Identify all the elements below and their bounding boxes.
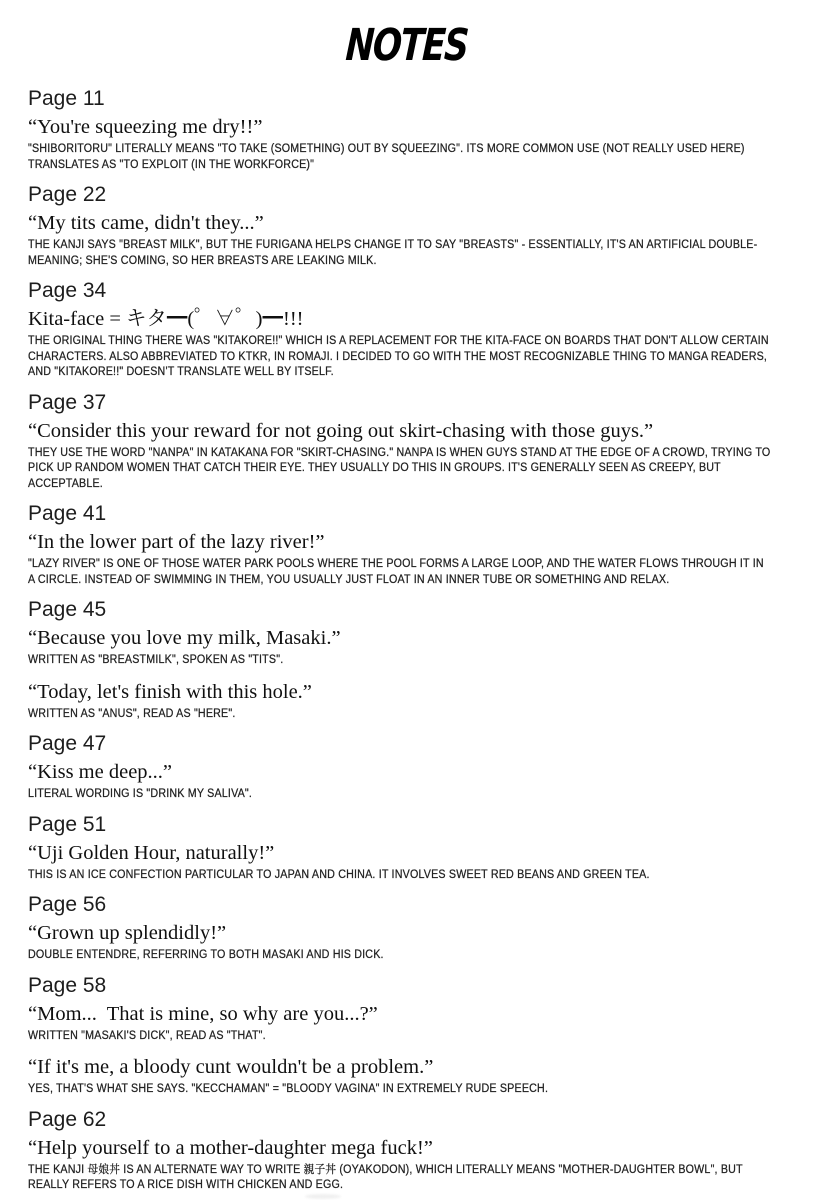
notes-section [28,278,787,381]
translation-note: THIS IS AN ICE CONFECTION PARTICULAR TO JAPAN AND CHINA. IT INVOLVES SWEET RED BEANS AND GREEN TEA. [28,868,650,881]
quote-line: “Help yourself to a mother-daughter mega fuck!” [28,1136,433,1159]
page-heading: Page 45 [28,598,107,621]
notes-section [28,501,787,588]
note-entry [28,625,787,669]
section-entries [28,1135,787,1194]
notes-section [28,597,787,722]
quote-line: “If it's me, a bloody cunt wouldn't be a problem.” [28,1056,434,1078]
note-entry [28,1135,787,1194]
translation-note: "SHIBORITORU" LITERALLY MEANS "TO TAKE (SOMETHING) OUT BY SQUEEZING". ITS MORE COMMON USE (NOT REALLY USED HERE) TRANSLATES AS "TO EXPLOIT (IN THE WORKFORCE)" [28,143,745,171]
notes-title: NOTES [343,20,469,71]
page-heading: Page 11 [28,87,105,110]
page-heading: Page 34 [28,279,107,302]
note-entry [28,679,787,723]
quote-line: “Consider this your reward for not going out skirt-chasing with those guys.” [28,419,654,442]
notes-section [28,86,787,173]
page-heading: Page 56 [28,893,107,916]
quote-line: “You're squeezing me dry!!” [28,116,263,138]
quote-line: “Mom... That is mine, so why are you...?” [28,1002,378,1025]
notes-section [28,731,787,803]
notes-section [28,182,787,269]
quote-line: “My tits came, didn't they...” [28,212,264,234]
notes-list [28,86,787,1194]
section-entries [28,840,787,884]
note-entry [28,840,787,884]
section-entries [28,306,787,381]
section-entries [28,759,787,803]
note-entry [28,1054,787,1098]
section-entries [28,625,787,722]
page-heading: Page 47 [28,732,107,755]
note-entry [28,1001,787,1045]
section-entries [28,1001,787,1098]
page-heading: Page 37 [28,390,107,414]
translation-note: THEY USE THE WORD "NANPA" IN KATAKANA FOR "SKIRT-CHASING." NANPA IS WHEN GUYS STAND AT THE EDGE OF A CROWD, TRYING TO PICK UP RANDOM WOMEN THAT CATCH THEIR EYE. THEY USUALLY DO THIS IN GROUPS. IT'S GENERALLY SEEN AS CREEPY, BUT ACCEPTABLE. [28,446,771,490]
notes-section [28,812,787,884]
section-entries [28,529,787,588]
quote-line: “Today, let's finish with this hole.” [28,680,312,703]
page-heading: Page 51 [28,812,107,836]
translation-note: "LAZY RIVER" IS ONE OF THOSE WATER PARK POOLS WHERE THE POOL FORMS A LARGE LOOP, AND THE WATER FLOWS THROUGH IT IN A CIRCLE. INSTEAD OF SWIMMING IN THEM, YOU USUALLY JUST FLOAT IN AN INNER TUBE OR SOMETHING AND RELAX. [28,558,764,586]
section-entries [28,418,787,493]
translation-note: THE ORIGINAL THING THERE WAS "KITAKORE!!" WHICH IS A REPLACEMENT FOR THE KITA-FACE ON BOARDS THAT DON'T ALLOW CERTAIN CHARACTERS. ALSO ABBREVIATED TO KTKR, IN ROMAJI. I DECIDED TO GO WITH THE MOST RECOGNIZABLE THING TO MANGA READERS, AND "KITAKORE!!" DOESN'T TRANSLATE WELL BY ITSELF. [28,335,769,378]
note-entry [28,210,787,269]
translation-note: YES, THAT'S WHAT SHE SAYS. "KECCHAMAN" = "BLOODY VAGINA" IN EXTREMELY RUDE SPEECH. [28,1083,549,1095]
page-heading: Page 62 [28,1107,107,1131]
translation-note: WRITTEN AS "BREASTMILK", SPOKEN AS "TITS". [28,654,284,666]
translation-note: WRITTEN "MASAKI'S DICK", READ AS "THAT". [28,1029,266,1042]
title-wrap [28,20,787,72]
scan-artifact [305,1194,341,1199]
note-entry [28,418,787,493]
page-heading: Page 22 [28,183,107,206]
note-entry [28,920,787,964]
translation-note: LITERAL WORDING IS "DRINK MY SALIVA". [28,788,253,800]
quote-line: “Grown up splendidly!” [28,922,227,944]
note-entry [28,759,787,803]
notes-section [28,892,787,964]
translation-note: THE KANJI SAYS "BREAST MILK", BUT THE FURIGANA HELPS CHANGE IT TO SAY "BREASTS" - ESSENTIALLY, IT'S AN ARTIFICIAL DOUBLE-MEANING; SHE'S COMING, SO HER BREASTS ARE LEAKING MILK. [28,239,758,267]
section-entries [28,210,787,269]
page-heading: Page 41 [28,502,107,525]
quote-line: Kita-face = キタ━(゜∀゜)━!!! [28,308,304,330]
section-entries [28,114,787,173]
translation-note: DOUBLE ENTENDRE, REFERRING TO BOTH MASAKI AND HIS DICK. [28,949,384,961]
notes-section [28,390,787,493]
quote-line: “Because you love my milk, Masaki.” [28,627,341,649]
note-entry [28,114,787,173]
translation-note: WRITTEN AS "ANUS", READ AS "HERE". [28,707,236,720]
page-heading: Page 58 [28,973,107,997]
translation-note: THE KANJI 母娘丼 IS AN ALTERNATE WAY TO WRITE 親子丼 (OYAKODON), WHICH LITERALLY MEANS "MOTHER-DAUGHTER BOWL", BUT REALLY REFERS TO A RICE DISH WITH CHICKEN AND EGG. [28,1163,743,1191]
quote-line: “Uji Golden Hour, naturally!” [28,841,275,864]
note-entry [28,306,787,381]
note-entry [28,529,787,588]
quote-line: “Kiss me deep...” [28,761,173,783]
notes-section [28,1107,787,1194]
section-entries [28,920,787,964]
notes-section [28,973,787,1098]
quote-line: “In the lower part of the lazy river!” [28,531,325,553]
